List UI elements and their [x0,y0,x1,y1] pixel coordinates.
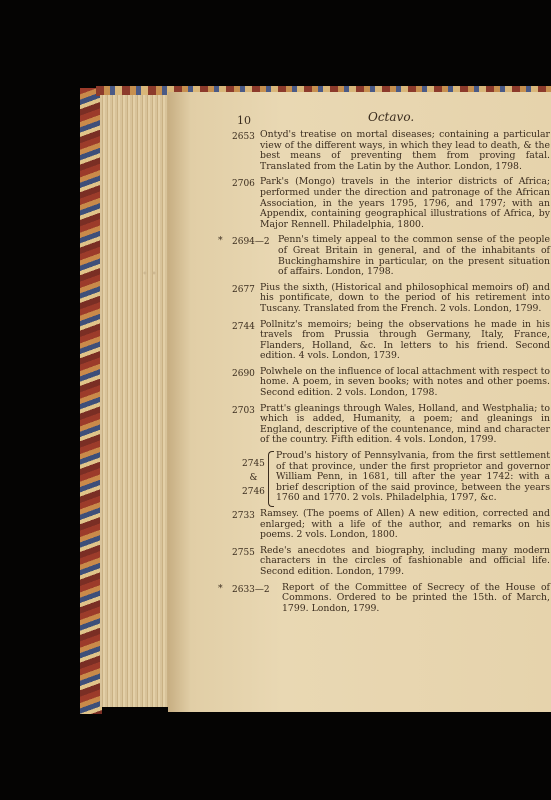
catalog-entry [218,234,550,278]
catalog-entry [218,581,550,615]
catalog-entry [232,130,550,172]
entry-number: 2755 [232,547,255,558]
catalog-entry [232,283,550,315]
entry-text: Ramsey. (The poems of Allen) A new edition, corrected and enlarged; with a life of the author, and remarks on his poems. 2 vols. London, 1800. [260,508,550,541]
catalog-entry [232,177,550,230]
entry-text: Rede's anecdotes and biography, including many modern characters in the circles of fashionable and official life. Second edition. London, 1799. [260,544,550,577]
page-text [218,110,550,619]
bracket-numbers [242,457,265,499]
catalog-entry [232,546,550,578]
page-header [232,112,550,130]
catalog-entry [232,404,550,446]
entry-number: 2703 [232,405,255,416]
page-number: 10 [237,114,251,127]
catalog-entry [232,320,550,362]
catalog-entry [232,509,550,541]
entry-number: 2744 [232,321,255,332]
entry-number: 2633—2 [232,584,270,595]
page-block-edges [100,95,172,707]
entry-number: 2677 [232,284,255,295]
entry-number: 2746 [242,487,265,498]
marbled-edge [80,88,102,714]
entry-text: Pius the sixth, (Historical and philosophical memoirs of) and his pontificate, down to the period of his retirement into Tuscany. Translated from the French. 2 vols. London, 1799. [260,281,550,314]
entry-text: Park's (Mongo) travels in the interior districts of Africa; performed under the direction and patronage of the African Association, in the years 1795, 1796, and 1797; with an Appendix, containing geographical illustrations of Africa, by Major Rennell. Philadelphia, 1800. [260,176,550,230]
entry-number: 2690 [232,368,255,379]
entry-text: Ontyd's treatise on mortal diseases; containing a particular view of the different ways, in which they lead to death, & the best means of preventing them from proving fatal. Translated from the Latin by the Author. London, 1798. [260,129,550,172]
entry-star: * [218,582,223,594]
page-title: Octavo. [368,110,415,124]
entry-text: Report of the Committee of Secrecy of the House of Commons. Ordered to be printed the 15th. of March, 1799. London, 1799. [282,581,550,614]
entry-star: * [218,235,223,247]
entry-text: Pratt's gleanings through Wales, Holland, and Westphalia; to which is added, Humanity, a poem; and gleanings in England, descriptive of the countenance, mind and character of the country. Fifth edition. 4 vols. London, 1799. [260,402,550,446]
page-mark: • • [142,269,157,280]
catalog-entry [232,367,550,399]
entry-number: 2733 [232,511,255,521]
entry-number: 2694—2 [232,237,270,248]
entry-text: Penn's timely appeal to the common sense of the people of Great Britain in general, and of the inhabitants of Buckinghamshire in particular, on the present situation of affairs. London, 1798. [278,234,550,278]
catalog-entry-bracketed [232,451,550,504]
brace-icon [268,451,274,507]
entry-number: 2653 [232,132,255,142]
entry-number: 2745 [242,459,265,470]
ampersand: & [249,473,258,484]
entry-text: Proud's history of Pennsylvania, from the first settlement of that province, under the first proprietor and governor William Penn, in 1681, till after the year 1742: with a brief description of the said province, between the years 1760 and 1770. 2 vols. Philadelphia, 1797, &c. [276,450,550,504]
entry-number: 2706 [232,179,255,190]
entry-text: Polwhele on the influence of local attachment with respect to home. A poem, in seven books; with notes and other poems. Second edition. 2 vols. London, 1798. [260,365,550,399]
entry-text: Pollnitz's memoirs; being the observations he made in his travels from Prussia through Germany, Italy, France, Flanders, Holland, &c. In letters to his friend. Second edition. 4 vols. London, 1739. [260,318,550,362]
